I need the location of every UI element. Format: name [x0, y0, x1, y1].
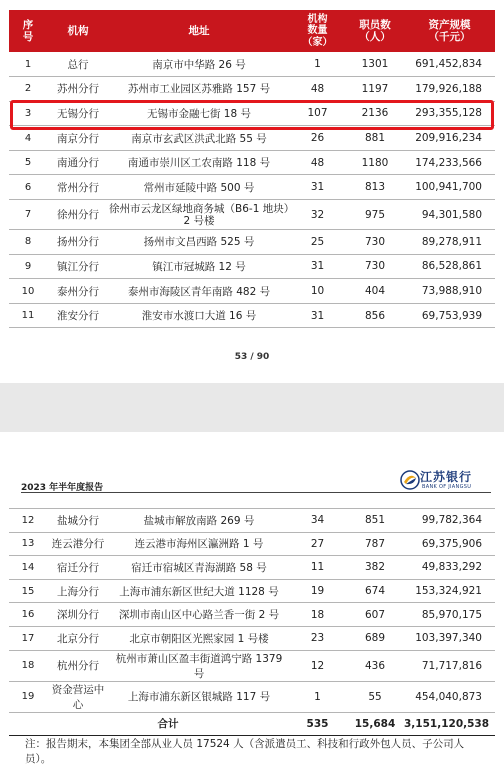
- header-org: 机构: [67, 24, 89, 37]
- page-number: 53 / 90: [234, 352, 270, 362]
- cell-seq: 6: [24, 181, 32, 193]
- table-row: [9, 77, 495, 102]
- cell-asset: 293,355,128: [415, 107, 482, 120]
- cell-asset: 94,301,580: [421, 208, 482, 221]
- table-row: [9, 556, 495, 580]
- report-title: 2023 年半年度报告: [21, 483, 104, 493]
- cell-asset: 691,452,834: [415, 58, 482, 71]
- table-row: [9, 579, 495, 603]
- logo-text-en: BANK OF JIANGSU: [422, 484, 472, 490]
- cell-org: 连云港分行: [51, 538, 105, 551]
- table-row: [9, 509, 495, 533]
- cell-seq: 18: [21, 660, 35, 672]
- cell-seq: 5: [24, 157, 32, 169]
- cell-count: 31: [310, 260, 325, 273]
- bank-logo: [400, 468, 495, 492]
- cell-seq: 10: [21, 285, 35, 297]
- table-row: [9, 532, 495, 556]
- cell-asset: 454,040,873: [415, 690, 482, 703]
- cell-asset: 174,233,566: [415, 156, 482, 169]
- cell-staff: 382: [364, 561, 386, 574]
- cell-count: 31: [310, 309, 325, 322]
- cell-org: 常州分行: [57, 181, 99, 194]
- cell-addr: 常州市延陵中路 500 号: [143, 181, 255, 194]
- cell-seq: 12: [21, 514, 35, 526]
- cell-staff: 881: [364, 132, 386, 145]
- cell-seq: 3: [24, 107, 32, 119]
- table-header-row: [9, 10, 495, 52]
- cell-asset: 99,782,364: [421, 514, 482, 527]
- header-count: 机构 数量 （家）: [302, 13, 333, 48]
- cell-seq: 2: [24, 83, 32, 95]
- cell-addr: 苏州市工业园区苏雅路 157 号: [127, 83, 271, 96]
- cell-org: 杭州分行: [57, 660, 99, 673]
- cell-addr: 杭州市萧山区盈丰街道鸿宁路 1379 号: [115, 652, 283, 680]
- cell-org: 总行: [67, 58, 89, 71]
- cell-seq: 11: [21, 310, 35, 322]
- cell-staff: 404: [364, 285, 386, 298]
- cell-asset: 69,375,906: [421, 537, 482, 550]
- cell-org: 北京分行: [57, 632, 99, 645]
- cell-staff: 1180: [361, 156, 389, 169]
- header-seq: 序 号: [22, 18, 34, 43]
- cell-org: 资金营运中心: [51, 683, 105, 711]
- cell-count: 1: [314, 690, 321, 703]
- cell-asset: 209,916,234: [415, 132, 482, 145]
- cell-seq: 14: [21, 561, 35, 573]
- cell-staff: 1197: [361, 82, 389, 95]
- cell-addr: 宿迁市宿城区青海湖路 58 号: [131, 561, 267, 574]
- table-row: [9, 150, 495, 175]
- cell-addr: 镇江市冠城路 12 号: [152, 260, 246, 273]
- cell-staff: 2136: [361, 107, 389, 120]
- cell-staff: 730: [364, 260, 386, 273]
- table-row: [9, 254, 495, 279]
- cell-org: 淮安分行: [57, 310, 99, 323]
- cell-asset: 86,528,861: [421, 260, 482, 273]
- cell-count: 32: [310, 208, 325, 221]
- cell-staff: 813: [364, 181, 386, 194]
- empty-cell: [9, 712, 47, 735]
- cell-addr: 淮安市水渡口大道 16 号: [141, 310, 257, 323]
- cell-count: 10: [310, 285, 325, 298]
- table-row: [9, 650, 495, 681]
- cell-asset: 89,278,911: [421, 235, 482, 248]
- table-row: [9, 126, 495, 151]
- cell-addr: 南京市中华路 26 号: [152, 58, 246, 71]
- cell-addr: 上海市浦东新区银城路 117 号: [127, 690, 271, 703]
- cell-count: 34: [310, 514, 325, 527]
- cell-seq: 19: [21, 691, 35, 703]
- cell-asset: 49,833,292: [421, 561, 482, 574]
- cell-asset: 73,988,910: [421, 285, 482, 298]
- header-asset: 资产规模 （千元）: [428, 18, 471, 43]
- table-row: [9, 175, 495, 200]
- table-row: [9, 200, 495, 230]
- cell-staff: 55: [368, 690, 382, 703]
- cell-seq: 4: [24, 132, 32, 144]
- cell-addr: 南通市崇川区工农南路 118 号: [127, 157, 271, 170]
- footnote: 注：报告期末，本集团全部从业人员 17524 人（含派遣员工、科技和行政外包人员、子公司人员）。: [25, 738, 465, 765]
- cell-count: 12: [310, 659, 325, 672]
- cell-asset: 179,926,188: [415, 82, 482, 95]
- cell-count: 27: [310, 537, 325, 550]
- cell-seq: 9: [24, 260, 32, 272]
- cell-asset: 71,717,816: [421, 659, 482, 672]
- table-row: [9, 101, 495, 126]
- cell-addr: 徐州市云龙区绿地商务城（B6-1 地块）2 号楼: [109, 202, 289, 227]
- cell-seq: 17: [21, 632, 35, 644]
- table-row: [9, 52, 495, 77]
- cell-addr: 北京市朝阳区光熙家园 1 号楼: [129, 632, 269, 645]
- cell-org: 南京分行: [57, 132, 99, 145]
- branch-table-part2-wrap: [0, 508, 495, 736]
- cell-staff: 607: [364, 608, 386, 621]
- cell-seq: 13: [21, 538, 35, 550]
- cell-org: 徐州分行: [57, 209, 99, 222]
- table-row: [9, 279, 495, 304]
- cell-staff: 856: [364, 309, 386, 322]
- cell-addr: 扬州市文昌西路 525 号: [143, 236, 255, 249]
- cell-staff: 787: [364, 537, 386, 550]
- bank-logo-icon: [400, 470, 420, 490]
- cell-seq: 7: [24, 209, 32, 221]
- branch-table-part1: [9, 10, 495, 328]
- cell-asset: 103,397,340: [415, 632, 482, 645]
- cell-seq: 15: [21, 585, 35, 597]
- cell-org: 镇江分行: [57, 260, 99, 273]
- cell-org: 泰州分行: [57, 285, 99, 298]
- cell-staff: 730: [364, 235, 386, 248]
- cell-org: 上海分行: [57, 585, 99, 598]
- branch-table-part2: [9, 508, 495, 736]
- cell-org: 苏州分行: [57, 83, 99, 96]
- total-label: 合计: [157, 718, 179, 731]
- cell-addr: 无锡市金融七街 18 号: [146, 107, 252, 120]
- report-page-53: [0, 0, 504, 383]
- logo-text-cn: 江苏银行: [420, 470, 473, 484]
- cell-staff: 674: [364, 585, 386, 598]
- cell-count: 18: [310, 608, 325, 621]
- cell-org: 无锡分行: [57, 107, 99, 120]
- cell-count: 23: [310, 632, 325, 645]
- cell-count: 1: [314, 58, 321, 71]
- table-row: [9, 303, 495, 328]
- cell-count: 107: [307, 107, 328, 120]
- cell-staff: 689: [364, 632, 386, 645]
- cell-addr: 泰州市海陵区青年南路 482 号: [127, 285, 271, 298]
- cell-addr: 盐城市解放南路 269 号: [143, 514, 255, 527]
- cell-staff: 851: [364, 514, 386, 527]
- cell-org: 盐城分行: [57, 514, 99, 527]
- table-row: [9, 230, 495, 255]
- cell-addr: 连云港市海州区瀛洲路 1 号: [134, 538, 264, 551]
- table-row: [9, 603, 495, 627]
- cell-addr: 深圳市南山区中心路兰香一街 2 号: [118, 609, 280, 622]
- cell-staff: 1301: [361, 58, 389, 71]
- cell-seq: 1: [24, 58, 32, 70]
- cell-addr: 上海市浦东新区世纪大道 1128 号: [119, 585, 279, 598]
- header-divider: [21, 492, 491, 493]
- cell-addr: 南京市玄武区洪武北路 55 号: [131, 132, 267, 145]
- total-row: [9, 712, 495, 735]
- cell-count: 19: [310, 585, 325, 598]
- table-row: [9, 681, 495, 712]
- cell-org: 南通分行: [57, 157, 99, 170]
- cell-org: 扬州分行: [57, 236, 99, 249]
- cell-asset: 100,941,700: [415, 181, 482, 194]
- cell-org: 宿迁分行: [57, 561, 99, 574]
- total-count: 535: [306, 717, 329, 730]
- cell-count: 31: [310, 181, 325, 194]
- cell-org: 深圳分行: [57, 609, 99, 622]
- header-addr: 地址: [188, 24, 210, 37]
- cell-asset: 153,324,921: [415, 585, 482, 598]
- cell-seq: 8: [24, 236, 32, 248]
- cell-count: 11: [310, 561, 325, 574]
- cell-count: 48: [310, 156, 325, 169]
- cell-count: 26: [310, 132, 325, 145]
- total-asset: 3,151,120,538: [404, 717, 490, 730]
- cell-seq: 16: [21, 609, 35, 621]
- cell-staff: 975: [364, 208, 386, 221]
- header-staff: 职员数 （人）: [359, 18, 391, 43]
- total-staff: 15,684: [354, 717, 396, 730]
- cell-asset: 85,970,175: [421, 608, 482, 621]
- cell-count: 25: [310, 235, 325, 248]
- cell-count: 48: [310, 82, 325, 95]
- table-row: [9, 626, 495, 650]
- cell-asset: 69,753,939: [421, 309, 482, 322]
- cell-staff: 436: [364, 659, 386, 672]
